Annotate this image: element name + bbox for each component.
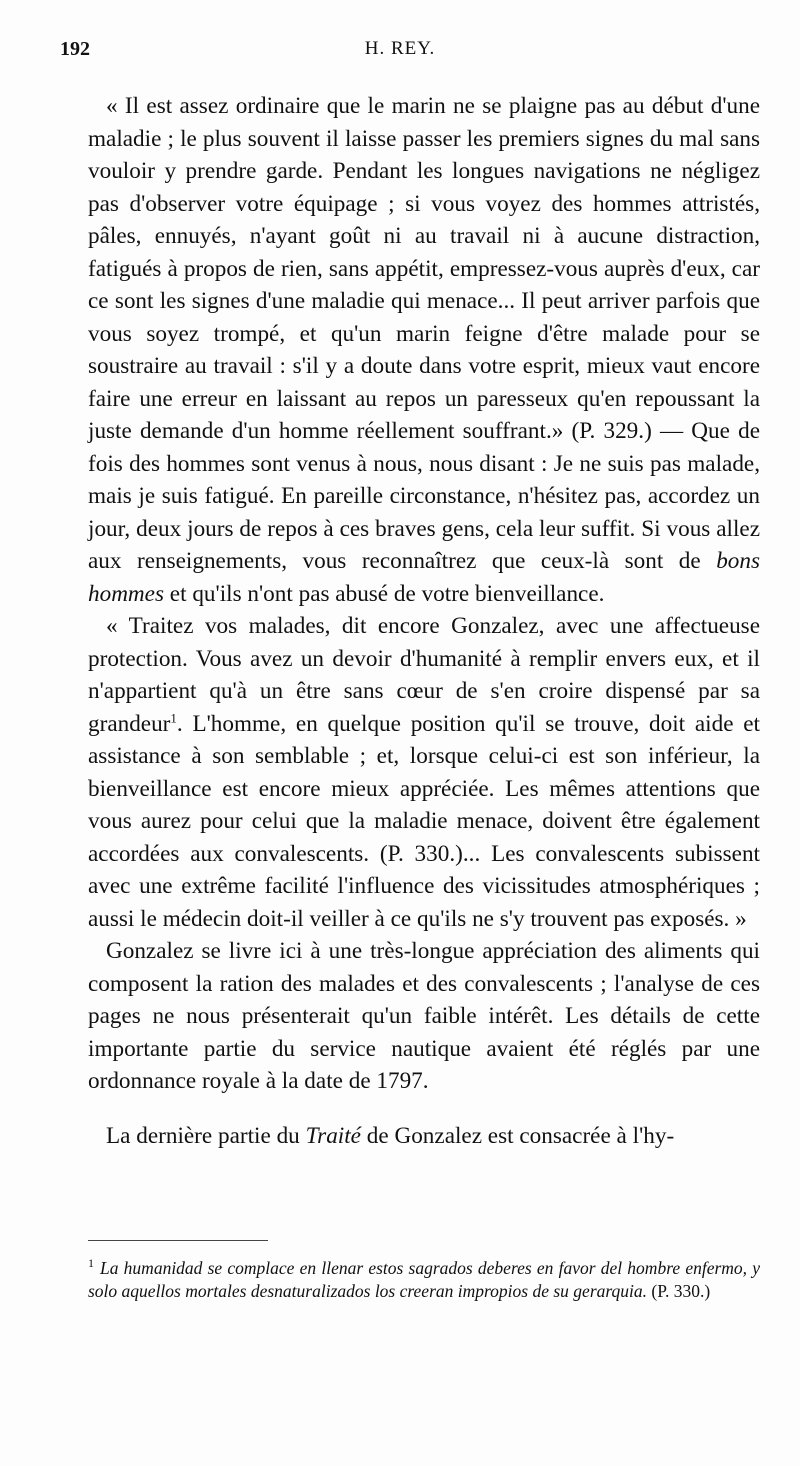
paragraph-rations: Gonzalez se livre ici à une très-longue appréciation des aliments qui composent la ration des malades et des convalescents ; l'analyse de ces pages ne nous présenterait qu'un faible intérêt. Les détails de cette importante partie du service nautique avaient été réglés par une ordonnance royale à la date de 1797. <box>88 938 760 1094</box>
paragraph-text: « Il est assez ordinaire que le marin ne se plaigne pas au début d'une maladie ; le plus souvent il laisse passer les premiers signes du mal sans vouloir y prendre garde. Pendant les longues navigations ne négligez pas d'observer votre équipage ; si vous voyez des hommes attristés, pâles, ennuyés, n'ayant goût ni au travail ni à aucune distraction, fatigués à propos de rien, sans appétit, empressez-vous auprès d'eux, car ce sont les signes d'une maladie qui menace... Il peut arriver parfois que vous soyez trompé, et qu'un marin feigne d'être malade pour se soustraire au travail : s'il y a doute dans votre esprit, mieux vaut encore faire une erreur en laissant au repos un paresseux qu'en repoussant la juste demande d'un homme réellement souffrant.» (P. 329.) — Que de fois des hommes sont venus à nous, nous disant : Je ne suis pas malade, mais je suis fatigué. En pareille circonstance, n'hésitez pas, accordez un jour, deux jours de repos à ces braves gens, cela leur suffit. Si vous allez aux renseignements, vous reconnaîtrez que ceux-là sont de <box>88 93 760 574</box>
paragraph-text: « Traitez vos malades, dit encore Gonzalez, avec une affectueuse protection. Vous avez un devoir d'humanité à remplir envers eux, et il n'appartient qu'à un être sans cœur de s'en croire dispensé par sa grandeur <box>88 613 760 737</box>
footnote-reference: (P. 330.) <box>651 1280 711 1301</box>
page-number: 192 <box>60 38 90 60</box>
paragraph-quote-1 <box>88 90 760 610</box>
page-header <box>60 38 740 68</box>
body-text <box>88 90 760 1152</box>
footnote-marker: 1 <box>88 1256 94 1270</box>
footnote-divider <box>88 1240 268 1241</box>
paragraph-text: . L'homme, en quelque position qu'il se trouve, doit aide et assistance à son semblable ; et, lorsque celui-ci est son inférieur, la bienveillance est encore mieux appréciée. Les mêmes attentions que vous aurez pour celui que la maladie menace, doivent être également accordées aux convalescents. (P. 330.)... Les convalescents subissent avec une extrême facilité l'influence des vicissitudes atmosphériques ; aussi le médecin doit-il veiller à ce qu'ils ne s'y trouvent pas exposés. » <box>88 710 760 932</box>
paragraph-quote-2 <box>88 610 760 935</box>
emphasis-traite: Traité <box>305 1122 361 1149</box>
paragraph-text: de Gonzalez est consacrée à l'hy- <box>366 1122 675 1149</box>
paragraph-last <box>88 1120 760 1153</box>
footnote <box>88 1252 760 1303</box>
footnote-text: La humanidad se complace en llenar estos sagrados deberes en favor del hombre enfermo, y solo aquellos mortales desnaturalizados los creeran impropios de su gerarquia. <box>88 1257 760 1301</box>
emphasis-bons-hommes: bons hommes <box>88 548 761 607</box>
running-title: H. REY. <box>364 38 436 59</box>
footnote-ref: 1 <box>170 709 177 725</box>
paragraph-text: et qu'ils n'ont pas abusé de votre bienveillance. <box>169 580 605 607</box>
paragraph-text: La dernière partie du <box>106 1122 300 1149</box>
